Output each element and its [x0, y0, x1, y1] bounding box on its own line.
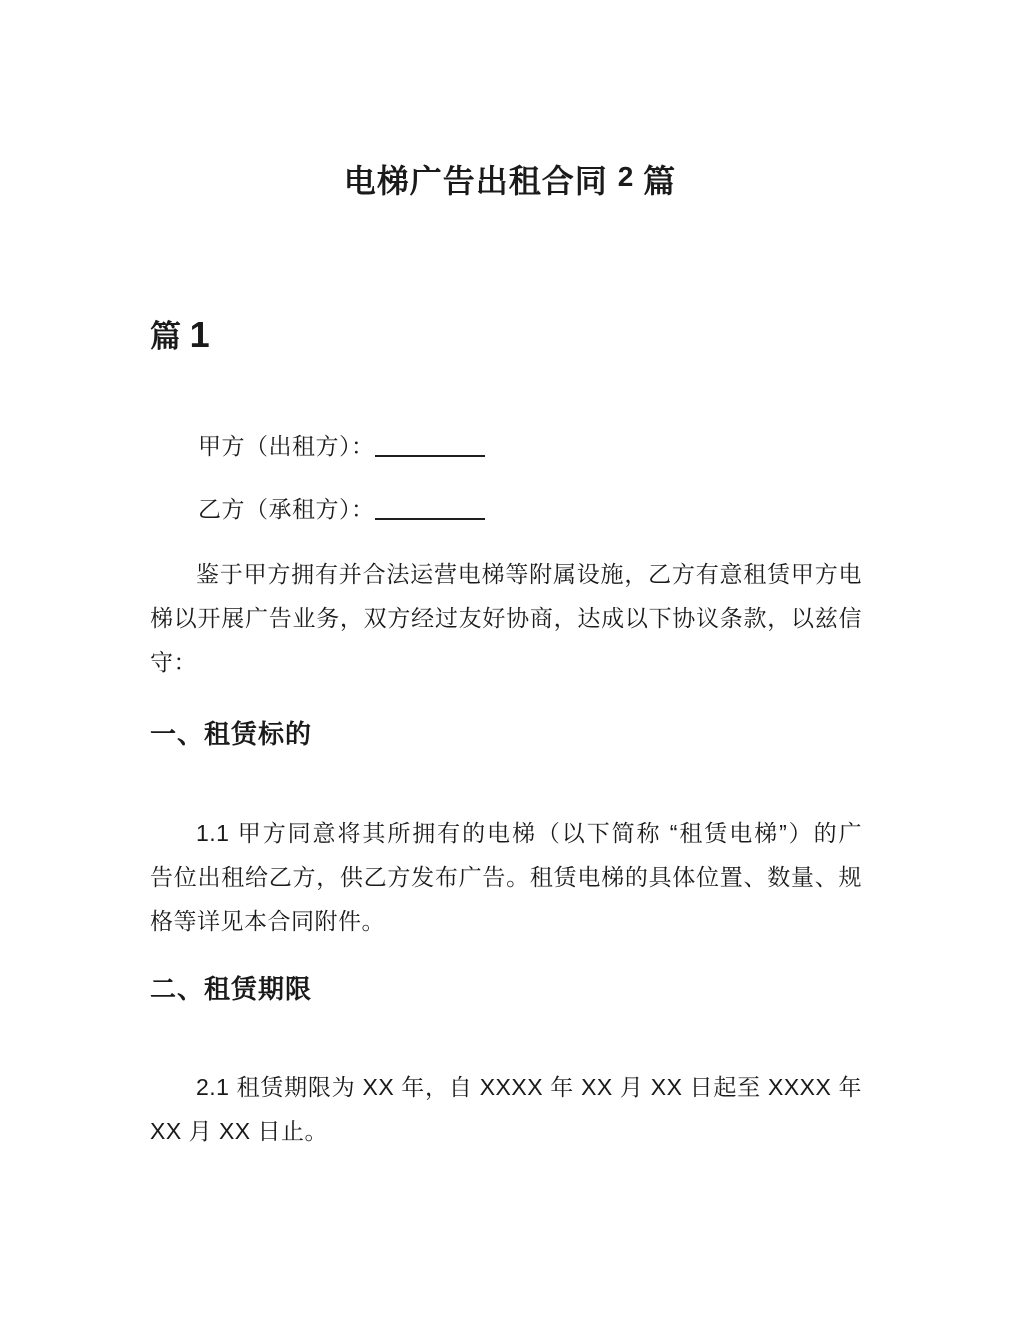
party-a-fill-in-blank — [375, 455, 485, 457]
party-a-label: 甲方（出租方）： — [198, 433, 375, 459]
paragraph-line: 2.1 租赁期限为 XX 年，自 XXXX 年 XX 月 XX 日起至 XXXX 年 — [196, 1074, 862, 1100]
paragraph-line: 梯以开展广告业务，双方经过友好协商，达成以下协议条款，以兹信 — [150, 605, 862, 631]
party-a-line — [150, 432, 862, 460]
part-1-heading-label: 篇 — [150, 319, 190, 354]
paragraph-line: 告位出租给乙方，供乙方发布广告。租赁电梯的具体位置、数量、规 — [150, 864, 862, 890]
intro-paragraph — [150, 552, 862, 684]
party-b-line — [150, 495, 862, 523]
paragraph-line: 鉴于甲方拥有并合法运营电梯等附属设施，乙方有意租赁甲方电 — [196, 561, 862, 587]
document-title-prefix: 电梯广告出租合同 — [343, 163, 618, 199]
party-b-fill-in-blank — [375, 518, 485, 520]
document-title-number: 2 — [617, 161, 634, 192]
clause-1-1-paragraph — [150, 811, 862, 943]
clause-2-1-paragraph — [150, 1065, 862, 1153]
part-1-heading-number: 1 — [189, 314, 210, 355]
section-2-heading: 二、租赁期限 — [150, 974, 313, 1004]
paragraph-line: 1.1 甲方同意将其所拥有的电梯（以下简称 “租赁电梯”）的广 — [196, 820, 862, 846]
part-1-heading — [150, 316, 210, 356]
document-title — [0, 158, 1020, 200]
paragraph-line: 守： — [150, 649, 197, 675]
section-1-heading: 一、租赁标的 — [150, 719, 313, 749]
document-title-suffix: 篇 — [633, 163, 677, 199]
paragraph-line: 格等详见本合同附件。 — [150, 908, 385, 934]
party-b-label: 乙方（承租方）： — [198, 496, 375, 522]
paragraph-line: XX 月 XX 日止。 — [150, 1118, 329, 1144]
